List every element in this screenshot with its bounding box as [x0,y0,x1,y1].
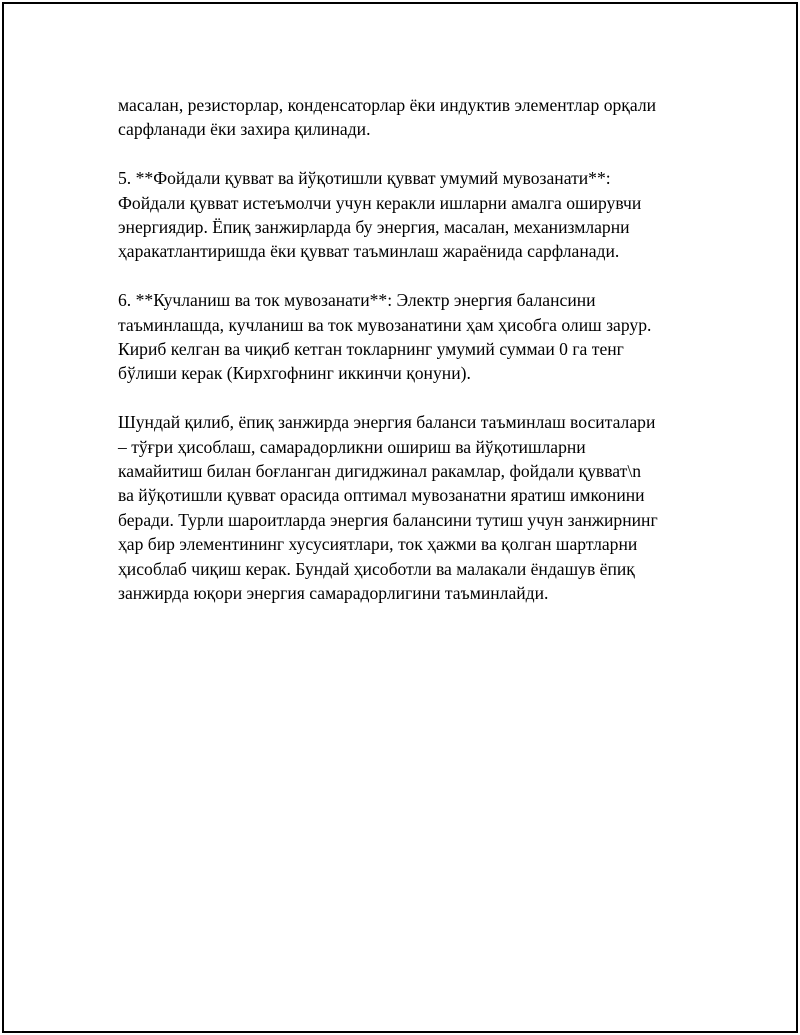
paragraph-item-5: 5. **Фойдали қувват ва йўқотишли қувват умумий мувозанати**: Фойдали қувват истеъмолчи учун керакли ишларни амалга оширувчи энергиядир. Ёпиқ занжирларда бу энергия, масалан, механизмларни ҳаракатлантиришда ёки қувват таъминлаш жараёнида сарфланади. [118,168,642,262]
paragraph-conclusion: Шундай қилиб, ёпиқ занжирда энергия баланси таъминлаш воситалари – тўғри ҳисоблаш, самарадорликни ошириш ва йўқотишларни камайитиш билан боғланган дигиджинал ракамлар, фойдали қувват\n ва йўқотишли қувват орасида оптимал мувозанатни яратиш имконини беради. Турли шароитларда энергия балансини тутиш учун занжирнинг ҳар бир элементининг хусусиятлари, ток ҳажми ва қолган шартларни ҳисоблаб чиқиш керак. Бундай ҳисоботли ва малакали ёндашув ёпиқ занжирда юқори энергия самарадорлигини таъминлайди. [118,412,658,604]
paragraph-continuation: масалан, резисторлар, конденсаторлар ёки индуктив элементлар орқали сарфланади ёки захира қилинади. [118,95,657,140]
document-body [118,93,708,630]
paragraph-item-6: 6. **Кучланиш ва ток мувозанати**: Электр энергия балансини таъминлашда, кучланиш ва ток мувозанатини ҳам ҳисобга олиш зарур. Кириб келган ва чиқиб кетган токларнинг умумий суммаи 0 га тенг бўлиши керак (Кирхгофнинг иккинчи қонуни). [118,290,652,384]
